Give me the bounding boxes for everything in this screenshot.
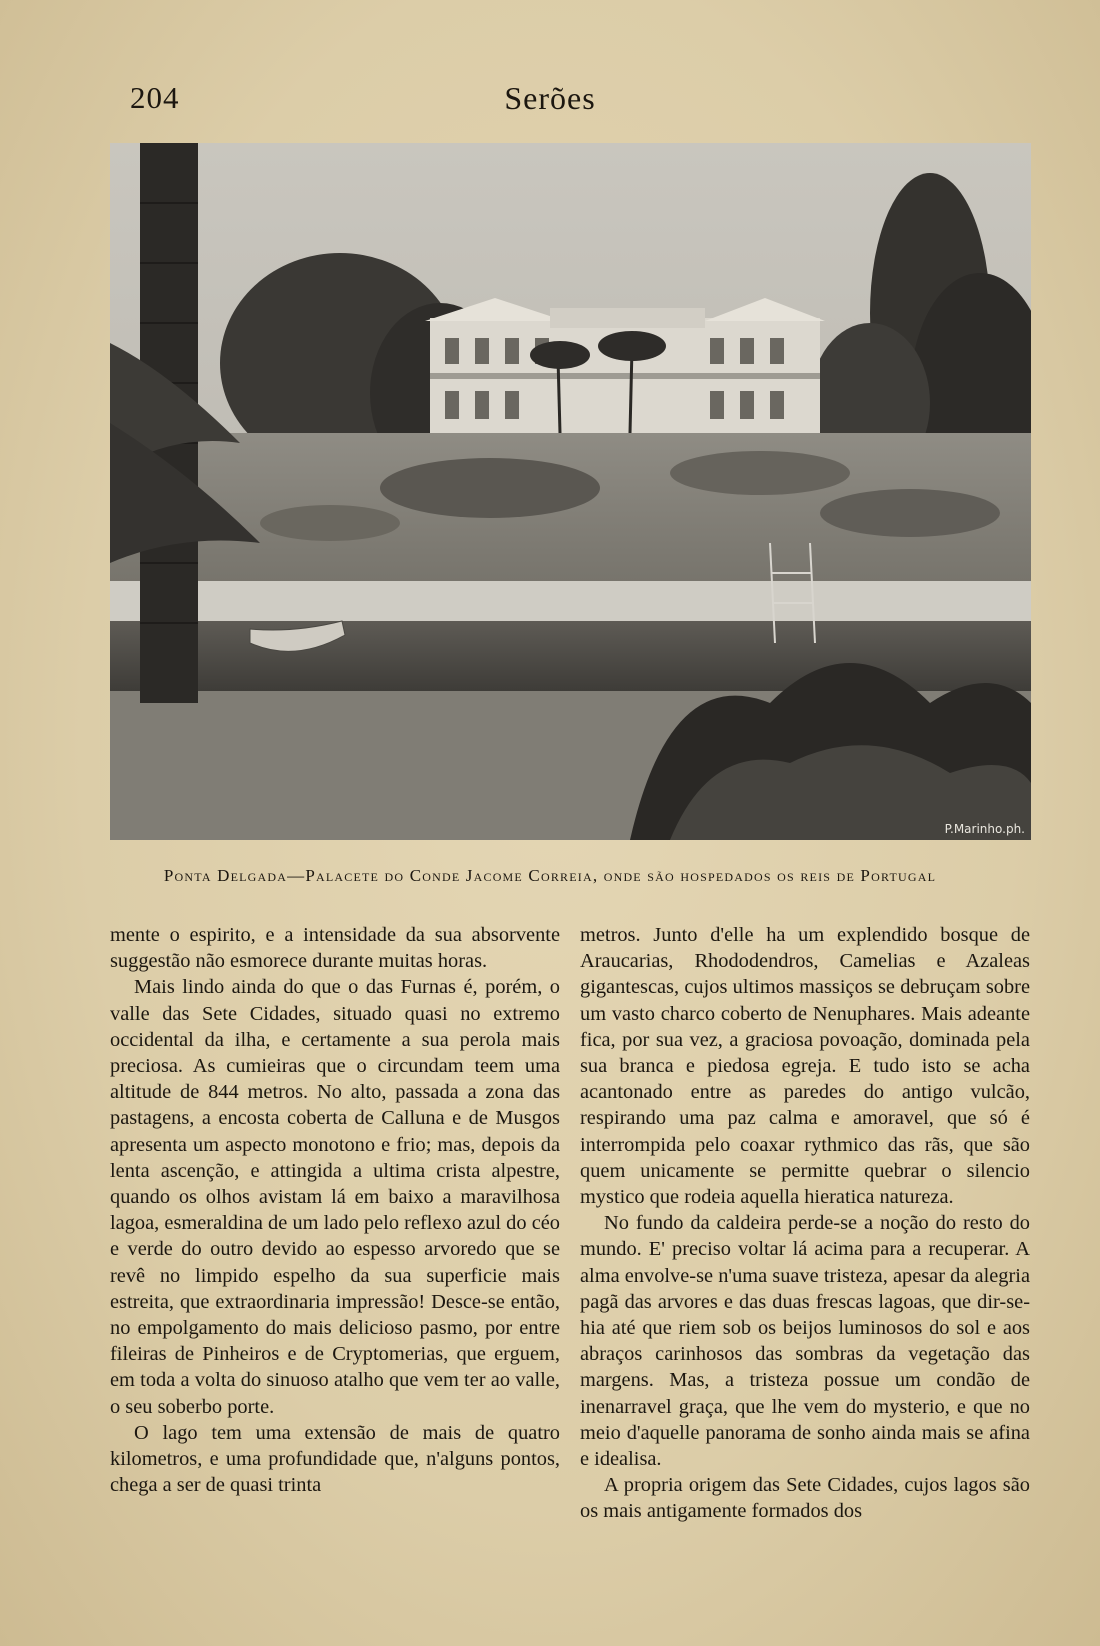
palace-building bbox=[425, 298, 825, 433]
photo-caption: Ponta Delgada—Palacete do Conde Jacome Correia, onde são hospedados os reis de Portugal bbox=[163, 866, 937, 885]
paragraph: O lago tem uma extensão de mais de quatro kilometros, e uma profundidade que, n'alguns pontos, chega a ser de quasi trinta bbox=[110, 1421, 560, 1497]
text-column-left bbox=[110, 922, 560, 1498]
paragraph: metros. Junto d'elle ha um explendido bosque de Araucarias, Rhododendros, Camelias e Azaleas gigantescas, cujos ultimos massiços se debruçam sobre um vasto charco coberto de Nenuphares. Mais adeante fica, por sua vez, a graciosa povoação, dominada pela sua branca e piedosa egreja. E tudo isto se acha acantonado entre as paredes do antigo vulcão, respirando uma paz calma e amoravel, que só é interrompida pelo coaxar rythmico das rãs, que são quem unicamente se permitte quebrar o silencio mystico que rodeia aquella hieratica natureza. bbox=[580, 924, 1030, 1209]
paragraph: A propria origem das Sete Cidades, cujos lagos são os mais antigamente formados dos bbox=[580, 1474, 1030, 1523]
palace-garden-illustration bbox=[110, 143, 1031, 840]
paragraph: No fundo da caldeira perde-se a noção do resto do mundo. E' preciso voltar lá acima para a recuperar. A alma envolve-se n'uma suave tristeza, apesar da alegria pagã das arvores e das duas frescas lagoas, que dir-se-hia até que riem sob os beijos luminosos do sol e aos abraços carinhosos das sombras da vegetação das margens. Mas, a tristeza possue um condão de inenarravel graça, que lhe vem do mysterio, e que no meio d'aquelle panorama de sonho ainda mais se afina e idealisa. bbox=[580, 1212, 1030, 1471]
page-header bbox=[0, 80, 1100, 120]
palace-photograph bbox=[110, 143, 1031, 840]
running-title: Serões bbox=[504, 80, 596, 116]
page-number: 204 bbox=[130, 80, 180, 115]
text-column-right bbox=[580, 922, 1030, 1525]
photographer-mark: P.Marinho.ph. bbox=[944, 822, 1025, 836]
paragraph: mente o espirito, e a intensidade da sua absorvente suggestão não esmorece durante muitas horas. bbox=[110, 924, 560, 973]
paragraph: Mais lindo ainda do que o das Furnas é, porém, o valle das Sete Cidades, situado quasi no extremo occidental da ilha, e certamente a sua perola mais preciosa. As cumieiras que o circundam teem uma altitude de 844 metros. No alto, passada a zona das pastagens, a encosta coberta de Calluna e de Musgos apresenta um aspecto monotono e frio; mas, depois da lenta ascenção, e attingida a ultima crista alpestre, quando os olhos avistam lá em baixo a maravilhosa lagoa, esmeraldina de um lado pelo reflexo azul do céo e verde do outro devido ao espesso arvoredo que se revê no limpido espelho da sua superficie mais estreita, que extraordinaria impressão! Desce-se então, no empolgamento do mais delicioso pasmo, por entre fileiras de Pinheiros e de Cryptomerias, que erguem, em toda a volta do sinuoso atalho que vem ter ao valle, o seu soberbo porte. bbox=[110, 976, 560, 1418]
